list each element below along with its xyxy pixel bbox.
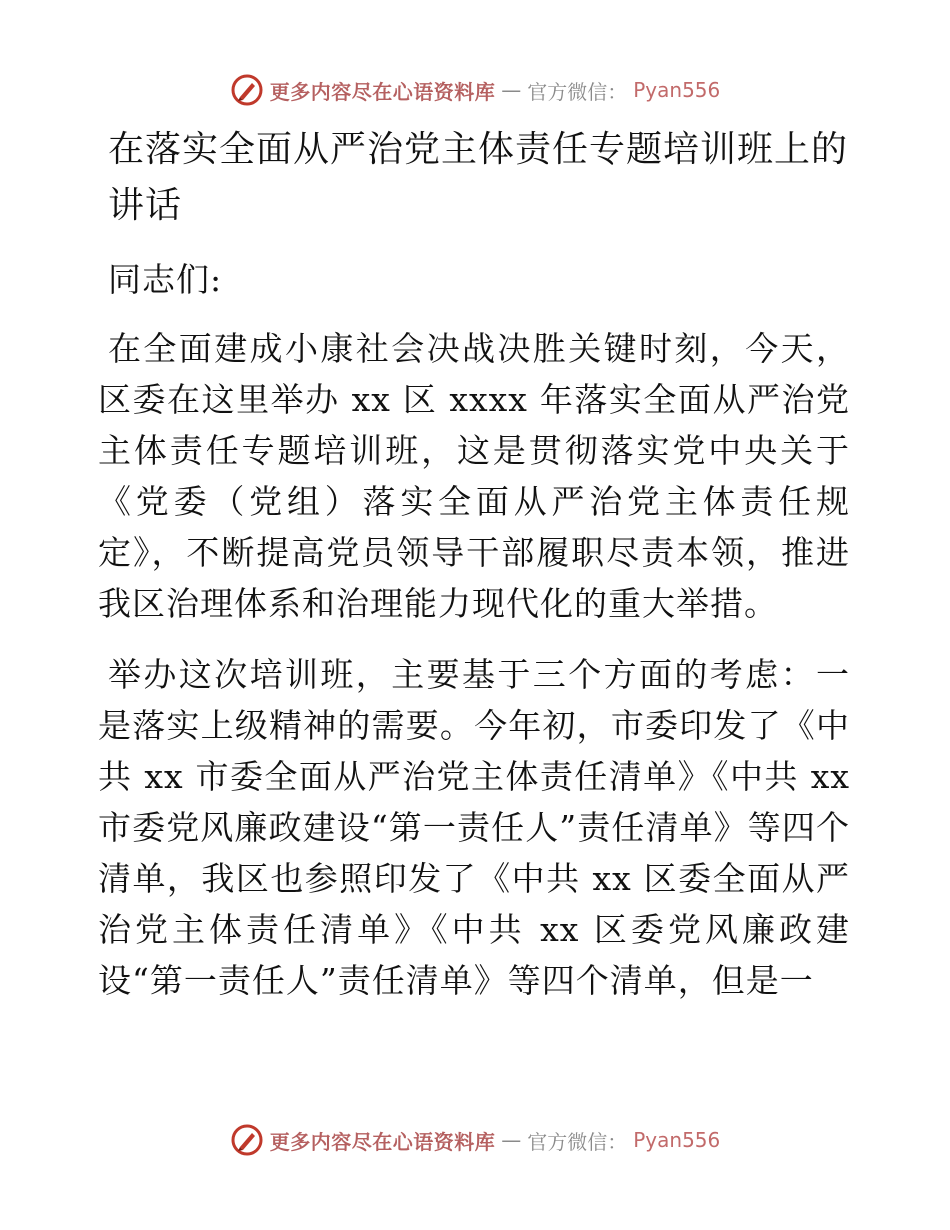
header-watermark <box>0 70 950 110</box>
watermark-official: 官方微信： <box>527 79 628 104</box>
watermark-official: 官方微信： <box>527 1129 628 1154</box>
watermark-separator: — <box>501 78 522 102</box>
watermark-brand: 更多内容尽在心语资料库 <box>269 79 496 104</box>
document-title: 在落实全面从严治党主体责任专题培训班上的讲话 <box>108 129 849 226</box>
pen-logo-icon <box>230 73 264 107</box>
greeting: 同志们: <box>108 260 223 299</box>
watermark-wechat-id: Pyan556 <box>633 78 721 102</box>
document-body <box>98 122 850 1006</box>
footer-watermark <box>0 1120 950 1160</box>
paragraph-1: 在全面建成小康社会决战决胜关键时刻，今天，区委在这里举办 xx 区 xxxx 年落实全面从严治党主体责任专题培训班，这是贯彻落实党中央关于《党委（党组）落实全面从严治党主体责任规定》，不断提高党员领导干部履职尽责本领，推进我区治理体系和治理能力现代化的重大举措。 <box>98 329 850 623</box>
paragraph-2: 举办这次培训班，主要基于三个方面的考虑：一是落实上级精神的需要。今年初，市委印发了《中共 xx 市委全面从严治党主体责任清单》《中共 xx 市委党风廉政建设“第一责任人”责任清单》等四个清单，我区也参照印发了《中共 xx 区委全面从严治党主体责任清单》《中共 xx 区委党风廉政建设“第一责任人”责任清单》等四个清单，但是一 <box>98 655 850 1000</box>
watermark-brand: 更多内容尽在心语资料库 <box>269 1129 496 1154</box>
watermark-separator: — <box>501 1128 522 1152</box>
pen-logo-icon <box>230 1123 264 1157</box>
watermark-wechat-id: Pyan556 <box>633 1128 721 1152</box>
